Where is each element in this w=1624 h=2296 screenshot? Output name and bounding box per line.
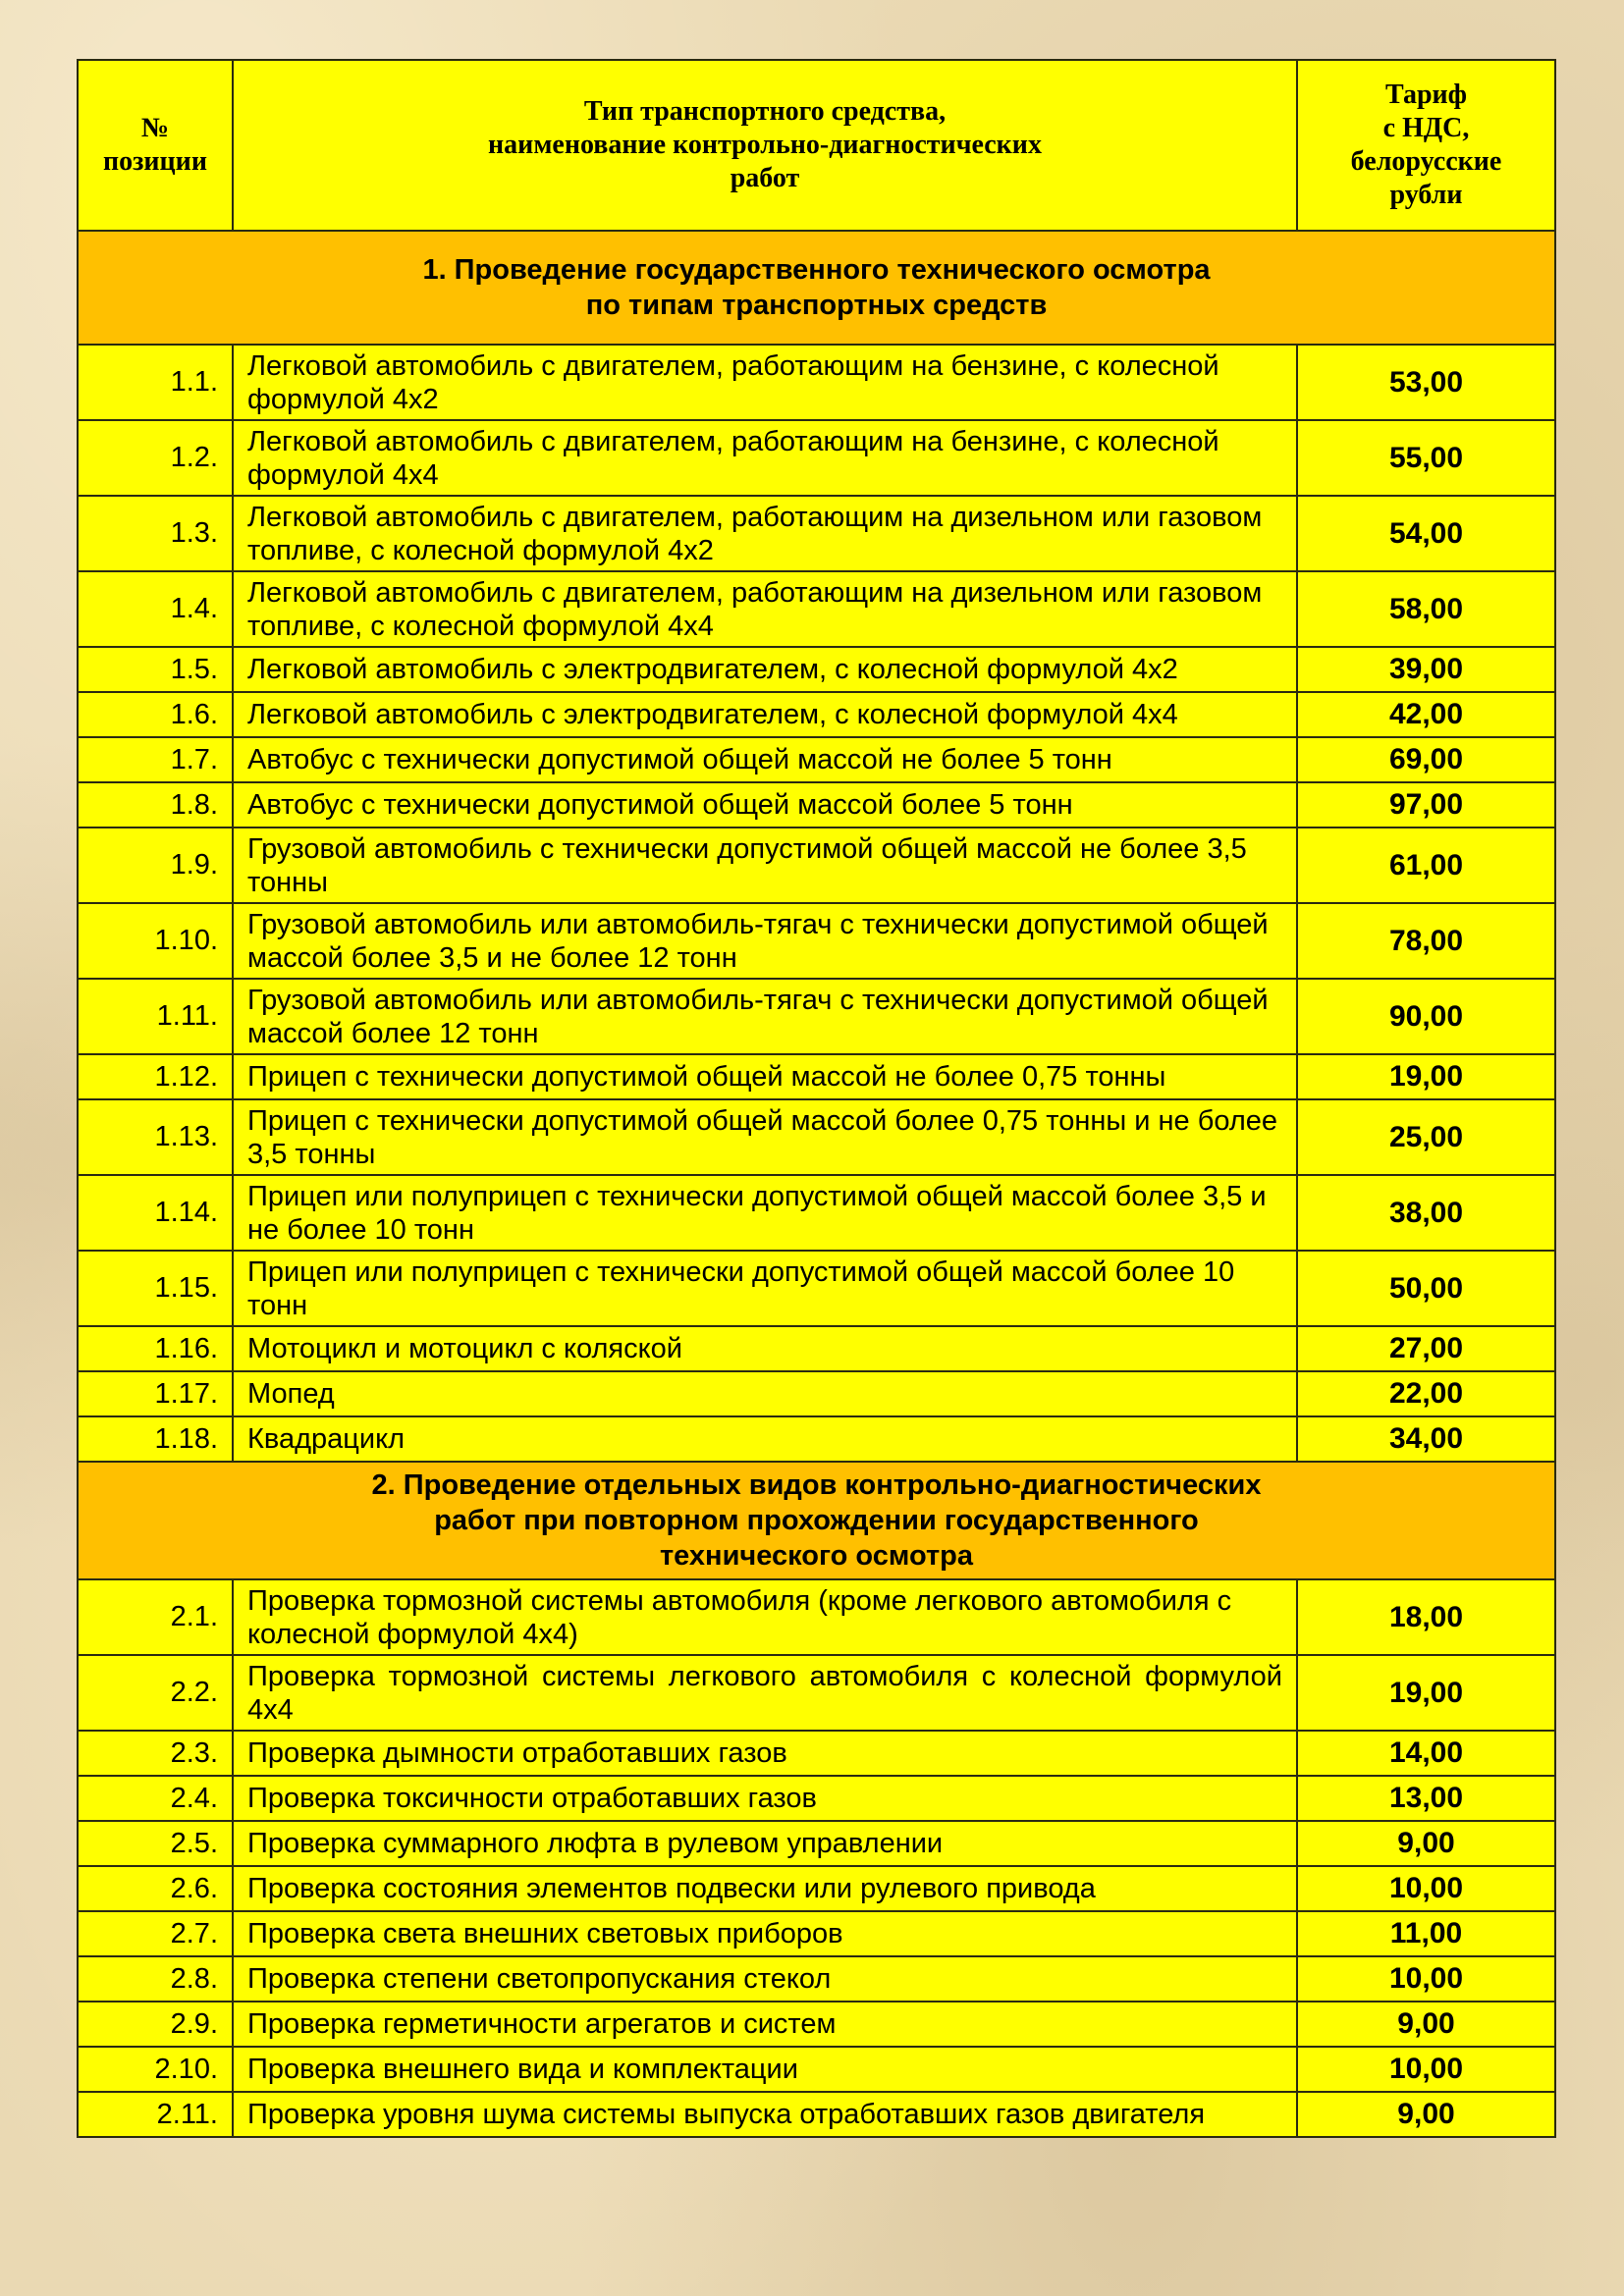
section-title-line: по типам транспортных средств	[585, 290, 1048, 321]
position-number: 2.7.	[78, 1911, 233, 1956]
vehicle-type: Прицеп с технически допустимой общей массой более 0,75 тонны и не более 3,5 тонны	[233, 1099, 1297, 1175]
tariff-value: 50,00	[1297, 1251, 1555, 1326]
table-row	[78, 1326, 1555, 1371]
tariff-value: 9,00	[1297, 2002, 1555, 2047]
table-row	[78, 2002, 1555, 2047]
vehicle-type: Легковой автомобиль с электродвигателем, с колесной формулой 4х2	[233, 647, 1297, 692]
tariff-value: 34,00	[1297, 1416, 1555, 1462]
position-number: 2.6.	[78, 1866, 233, 1911]
vehicle-type: Грузовой автомобиль или автомобиль-тягач с технически допустимой общей массой более 3,5 и не более 12 тонн	[233, 903, 1297, 979]
tariff-value: 13,00	[1297, 1776, 1555, 1821]
vehicle-type: Легковой автомобиль с двигателем, работающим на бензине, с колесной формулой 4х2	[233, 345, 1297, 420]
section-header-2	[78, 1462, 1555, 1579]
vehicle-type: Грузовой автомобиль или автомобиль-тягач с технически допустимой общей массой более 12 тонн	[233, 979, 1297, 1054]
position-number: 1.2.	[78, 420, 233, 496]
tariff-value: 19,00	[1297, 1054, 1555, 1099]
table-row	[78, 647, 1555, 692]
position-number: 1.5.	[78, 647, 233, 692]
table-row	[78, 828, 1555, 903]
check-type: Проверка суммарного люфта в рулевом управлении	[233, 1821, 1297, 1866]
table-row	[78, 1821, 1555, 1866]
position-number: 1.15.	[78, 1251, 233, 1326]
header-position-number	[78, 60, 233, 231]
check-type: Проверка токсичности отработавших газов	[233, 1776, 1297, 1821]
position-number: 2.8.	[78, 1956, 233, 2002]
vehicle-type: Автобус с технически допустимой общей массой более 5 тонн	[233, 782, 1297, 828]
tariff-value: 54,00	[1297, 496, 1555, 571]
table-row	[78, 1251, 1555, 1326]
tariff-value: 19,00	[1297, 1655, 1555, 1731]
check-type: Проверка уровня шума системы выпуска отработавших газов двигателя	[233, 2092, 1297, 2137]
position-number: 1.8.	[78, 782, 233, 828]
tariff-value: 58,00	[1297, 571, 1555, 647]
position-number: 2.5.	[78, 1821, 233, 1866]
tariff-value: 11,00	[1297, 1911, 1555, 1956]
vehicle-type: Легковой автомобиль с электродвигателем, с колесной формулой 4х4	[233, 692, 1297, 737]
position-number: 1.11.	[78, 979, 233, 1054]
table-row	[78, 1956, 1555, 2002]
position-number: 1.4.	[78, 571, 233, 647]
table-row	[78, 1416, 1555, 1462]
vehicle-type: Легковой автомобиль с двигателем, работающим на бензине, с колесной формулой 4х4	[233, 420, 1297, 496]
vehicle-type: Прицеп с технически допустимой общей массой не более 0,75 тонны	[233, 1054, 1297, 1099]
check-type: Проверка дымности отработавших газов	[233, 1731, 1297, 1776]
table-row	[78, 345, 1555, 420]
position-number: 1.3.	[78, 496, 233, 571]
section-title-line: работ при повторном прохождении государственного	[434, 1505, 1199, 1536]
position-number: 1.14.	[78, 1175, 233, 1251]
position-number: 1.13.	[78, 1099, 233, 1175]
table-row	[78, 737, 1555, 782]
section-title	[78, 231, 1555, 345]
tariff-value: 69,00	[1297, 737, 1555, 782]
vehicle-type: Грузовой автомобиль с технически допустимой общей массой не более 3,5 тонны	[233, 828, 1297, 903]
table-row	[78, 1655, 1555, 1731]
check-type: Проверка тормозной системы легкового автомобиля с колесной формулой 4х4	[233, 1655, 1297, 1731]
position-number: 1.9.	[78, 828, 233, 903]
tariff-value: 53,00	[1297, 345, 1555, 420]
tariff-value: 10,00	[1297, 1866, 1555, 1911]
position-number: 2.1.	[78, 1579, 233, 1655]
check-type: Проверка герметичности агрегатов и систем	[233, 2002, 1297, 2047]
vehicle-type: Легковой автомобиль с двигателем, работающим на дизельном или газовом топливе, с колесной формулой 4х2	[233, 496, 1297, 571]
vehicle-type: Легковой автомобиль с двигателем, работающим на дизельном или газовом топливе, с колесной формулой 4х4	[233, 571, 1297, 647]
tariff-value: 55,00	[1297, 420, 1555, 496]
table-row	[78, 1866, 1555, 1911]
header-text: Тип транспортного средства,	[583, 96, 947, 127]
check-type: Проверка света внешних световых приборов	[233, 1911, 1297, 1956]
check-type: Проверка состояния элементов подвески или рулевого привода	[233, 1866, 1297, 1911]
vehicle-type: Мотоцикл и мотоцикл с коляской	[233, 1326, 1297, 1371]
tariff-value: 38,00	[1297, 1175, 1555, 1251]
position-number: 2.2.	[78, 1655, 233, 1731]
vehicle-type: Мопед	[233, 1371, 1297, 1416]
header-text: работ	[730, 163, 800, 193]
position-number: 2.4.	[78, 1776, 233, 1821]
table-row	[78, 1911, 1555, 1956]
tariff-value: 39,00	[1297, 647, 1555, 692]
header-text: №	[140, 113, 170, 143]
tariff-value: 10,00	[1297, 2047, 1555, 2092]
table-row	[78, 903, 1555, 979]
position-number: 1.1.	[78, 345, 233, 420]
table-row	[78, 1099, 1555, 1175]
table-header-row	[78, 60, 1555, 231]
tariff-value: 97,00	[1297, 782, 1555, 828]
tariff-value: 9,00	[1297, 1821, 1555, 1866]
tariff-value: 42,00	[1297, 692, 1555, 737]
table-row	[78, 1776, 1555, 1821]
position-number: 1.16.	[78, 1326, 233, 1371]
tariff-value: 9,00	[1297, 2092, 1555, 2137]
table-row	[78, 782, 1555, 828]
header-text: наименование контрольно-диагностических	[488, 130, 1042, 160]
vehicle-type: Прицеп или полуприцеп с технически допустимой общей массой более 10 тонн	[233, 1251, 1297, 1326]
table-row	[78, 1175, 1555, 1251]
position-number: 2.3.	[78, 1731, 233, 1776]
tariff-table-container	[77, 59, 1554, 2138]
table-row	[78, 2092, 1555, 2137]
tariff-table	[77, 59, 1556, 2138]
tariff-value: 18,00	[1297, 1579, 1555, 1655]
table-row	[78, 1579, 1555, 1655]
check-type: Проверка внешнего вида и комплектации	[233, 2047, 1297, 2092]
header-text: позиции	[103, 146, 207, 177]
table-row	[78, 420, 1555, 496]
position-number: 1.12.	[78, 1054, 233, 1099]
tariff-value: 10,00	[1297, 1956, 1555, 2002]
check-type: Проверка тормозной системы автомобиля (кроме легкового автомобиля с колесной формулой 4х4)	[233, 1579, 1297, 1655]
table-row	[78, 496, 1555, 571]
position-number: 1.17.	[78, 1371, 233, 1416]
header-text: белорусские	[1350, 146, 1502, 177]
table-row	[78, 692, 1555, 737]
table-row	[78, 1731, 1555, 1776]
tariff-value: 14,00	[1297, 1731, 1555, 1776]
tariff-value: 90,00	[1297, 979, 1555, 1054]
header-text: Тариф	[1384, 80, 1468, 110]
check-type: Проверка степени светопропускания стекол	[233, 1956, 1297, 2002]
tariff-value: 27,00	[1297, 1326, 1555, 1371]
tariff-value: 78,00	[1297, 903, 1555, 979]
tariff-value: 22,00	[1297, 1371, 1555, 1416]
section-title	[78, 1462, 1555, 1579]
section-title-line: технического осмотра	[659, 1540, 973, 1572]
position-number: 2.10.	[78, 2047, 233, 2092]
tariff-value: 61,00	[1297, 828, 1555, 903]
table-row	[78, 1371, 1555, 1416]
tariff-value: 25,00	[1297, 1099, 1555, 1175]
vehicle-type: Автобус с технически допустимой общей массой не более 5 тонн	[233, 737, 1297, 782]
table-row	[78, 571, 1555, 647]
header-vehicle-type	[233, 60, 1297, 231]
vehicle-type: Прицеп или полуприцеп с технически допустимой общей массой более 3,5 и не более 10 тонн	[233, 1175, 1297, 1251]
section-title-line: 2. Проведение отдельных видов контрольно-диагностических	[371, 1469, 1262, 1501]
header-text: рубли	[1389, 180, 1463, 210]
position-number: 1.6.	[78, 692, 233, 737]
position-number: 2.9.	[78, 2002, 233, 2047]
position-number: 1.7.	[78, 737, 233, 782]
section-header-1	[78, 231, 1555, 345]
table-row	[78, 979, 1555, 1054]
header-tariff	[1297, 60, 1555, 231]
section-title-line: 1. Проведение государственного технического осмотра	[422, 254, 1211, 286]
position-number: 2.11.	[78, 2092, 233, 2137]
vehicle-type: Квадрацикл	[233, 1416, 1297, 1462]
position-number: 1.18.	[78, 1416, 233, 1462]
position-number: 1.10.	[78, 903, 233, 979]
table-row	[78, 1054, 1555, 1099]
header-text: с НДС,	[1382, 113, 1470, 143]
table-row	[78, 2047, 1555, 2092]
